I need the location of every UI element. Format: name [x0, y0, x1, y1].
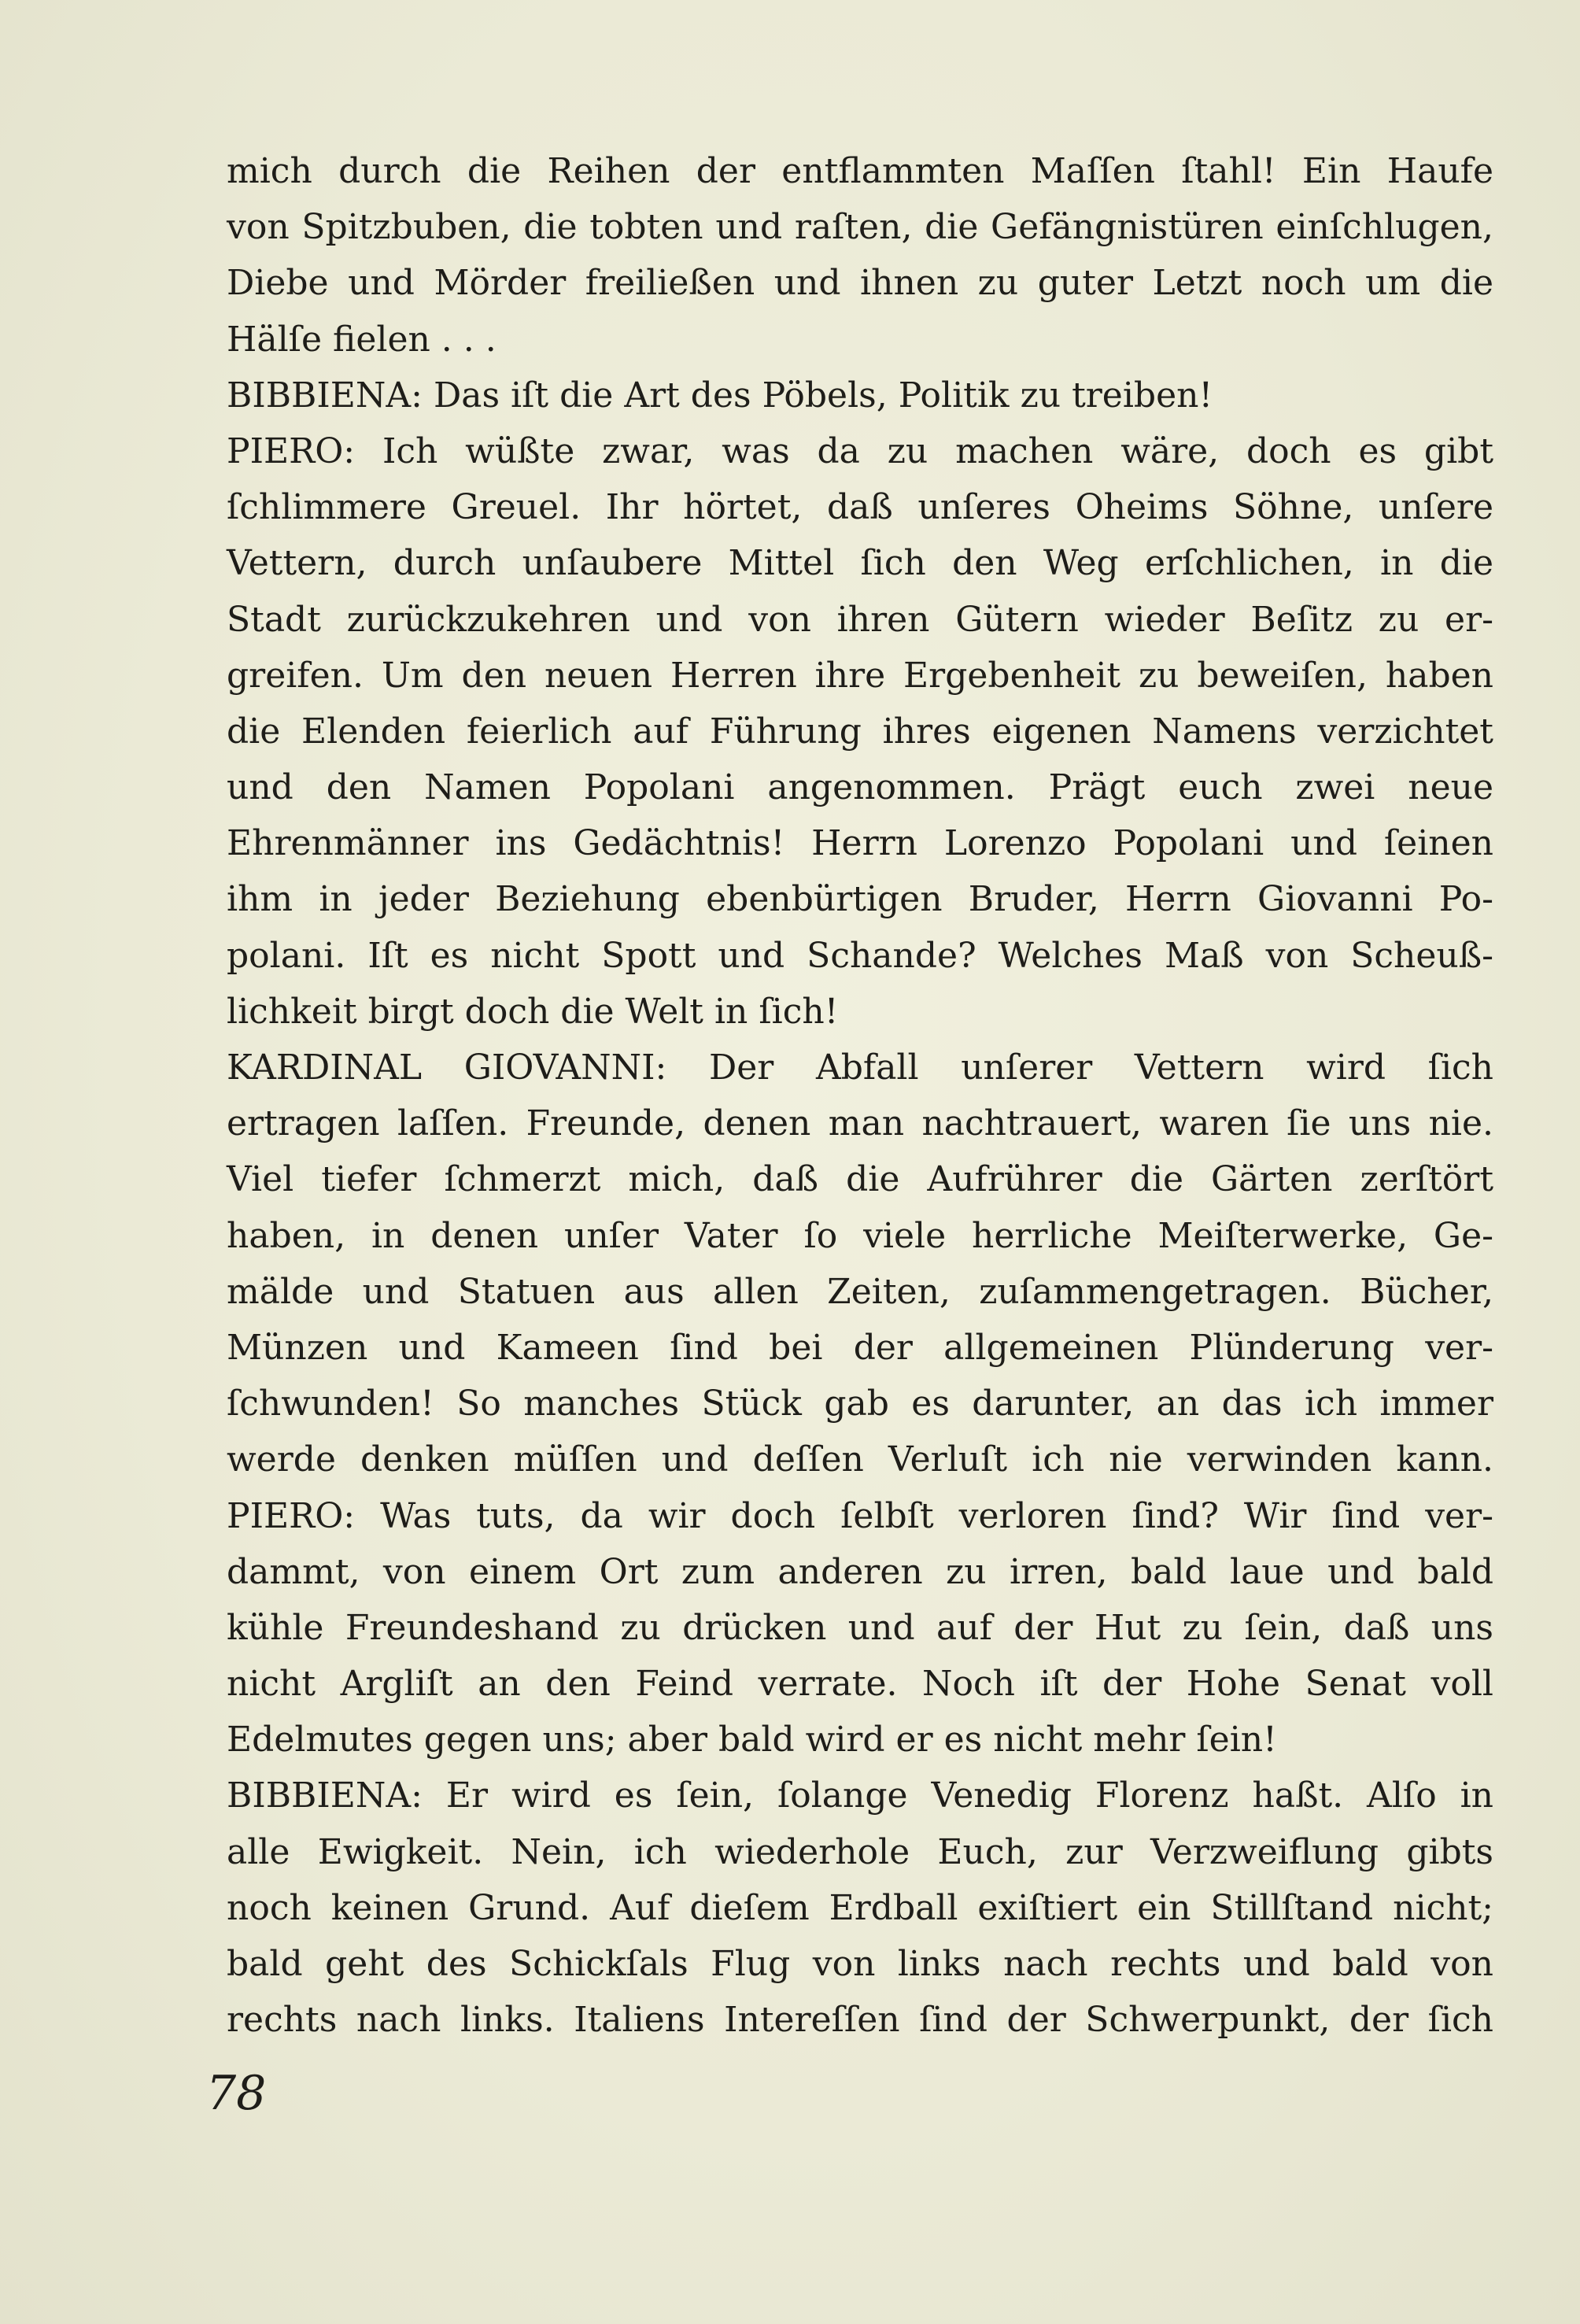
text-line: nicht Argliſt an den Feind verrate. Noch iſt der Hohe Senat voll	[227, 1664, 1493, 1705]
text-line: Münzen und Kameen ſind bei der allgemeinen Plünderung ver-	[227, 1327, 1493, 1368]
text-line: alle Ewigkeit. Nein, ich wiederhole Euch, zur Verzweiflung gibts	[227, 1831, 1493, 1872]
text-line: greifen. Um den neuen Herren ihre Ergebenheit zu beweiſen, haben	[227, 655, 1493, 696]
text-line: ſchwunden! So manches Stück gab es darunter, an das ich immer	[227, 1384, 1493, 1424]
text-line: dammt, von einem Ort zum anderen zu irren, bald laue und bald	[227, 1551, 1493, 1592]
text-line: mälde und Statuen aus allen Zeiten, zuſammengetragen. Bücher,	[227, 1271, 1493, 1312]
text-line: noch keinen Grund. Auf dieſem Erdball exiſtiert ein Stillſtand nicht;	[227, 1887, 1493, 1928]
body-text	[227, 143, 1493, 2048]
text-line: lichkeit birgt doch die Welt in ſich!	[227, 991, 839, 1032]
text-line: werde denken müſſen und deſſen Verluſt ich nie verwinden kann.	[227, 1439, 1493, 1480]
text-line: BIBBIENA: Das iſt die Art des Pöbels, Politik zu treiben!	[227, 375, 1213, 416]
text-line: die Elenden feierlich auf Führung ihres eigenen Namens verzichtet	[227, 711, 1493, 752]
text-line: Viel tiefer ſchmerzt mich, daß die Aufrührer die Gärten zerſtört	[227, 1159, 1493, 1200]
text-line: PIERO: Ich wüßte zwar, was da zu machen wäre, doch es gibt	[227, 430, 1493, 471]
text-line: Ehrenmänner ins Gedächtnis! Herrn Lorenzo Popolani und ſeinen	[227, 823, 1493, 864]
text-line: KARDINAL GIOVANNI: Der Abfall unſerer Vettern wird ſich	[227, 1047, 1493, 1088]
text-line: PIERO: Was tuts, da wir doch ſelbſt verloren ſind? Wir ſind ver-	[227, 1495, 1493, 1536]
text-line: polani. Iſt es nicht Spott und Schande? Welches Maß von Scheuß-	[227, 935, 1493, 976]
text-line: und den Namen Popolani angenommen. Prägt euch zwei neue	[227, 767, 1493, 808]
text-line: von Spitzbuben, die tobten und raſten, die Gefängnistüren einſchlugen,	[227, 207, 1493, 248]
text-line: ſchlimmere Greuel. Ihr hörtet, daß unſeres Oheims Söhne, unſere	[227, 487, 1493, 528]
text-line: Edelmutes gegen uns; aber bald wird er es nicht mehr ſein!	[227, 1720, 1277, 1761]
text-line: Stadt zurückzukehren und von ihren Gütern wieder Beſitz zu er-	[227, 599, 1493, 640]
text-line: haben, in denen unſer Vater ſo viele herrliche Meiſterwerke, Ge-	[227, 1215, 1493, 1256]
text-line: ertragen laſſen. Freunde, denen man nachtrauert, waren ſie uns nie.	[227, 1103, 1493, 1144]
text-line: bald geht des Schickſals Flug von links nach rechts und bald von	[227, 1944, 1493, 1984]
text-line: mich durch die Reihen der entflammten Maſſen ſtahl! Ein Haufe	[227, 151, 1493, 191]
text-line: Hälſe fielen . . .	[227, 319, 497, 360]
text-line: kühle Freundeshand zu drücken und auf der Hut zu ſein, daß uns	[227, 1607, 1493, 1648]
page-number: 78	[206, 2066, 267, 2121]
text-line: ihm in jeder Beziehung ebenbürtigen Bruder, Herrn Giovanni Po-	[227, 879, 1493, 920]
text-line: Diebe und Mörder freiließen und ihnen zu guter Letzt noch um die	[227, 263, 1493, 304]
text-line: rechts nach links. Italiens Intereſſen ſind der Schwerpunkt, der ſich	[227, 2000, 1493, 2041]
text-line: BIBBIENA: Er wird es ſein, ſolange Venedig Florenz haßt. Alſo in	[227, 1775, 1493, 1816]
text-line: Vettern, durch unſaubere Mittel ſich den Weg erſchlichen, in die	[227, 543, 1493, 584]
